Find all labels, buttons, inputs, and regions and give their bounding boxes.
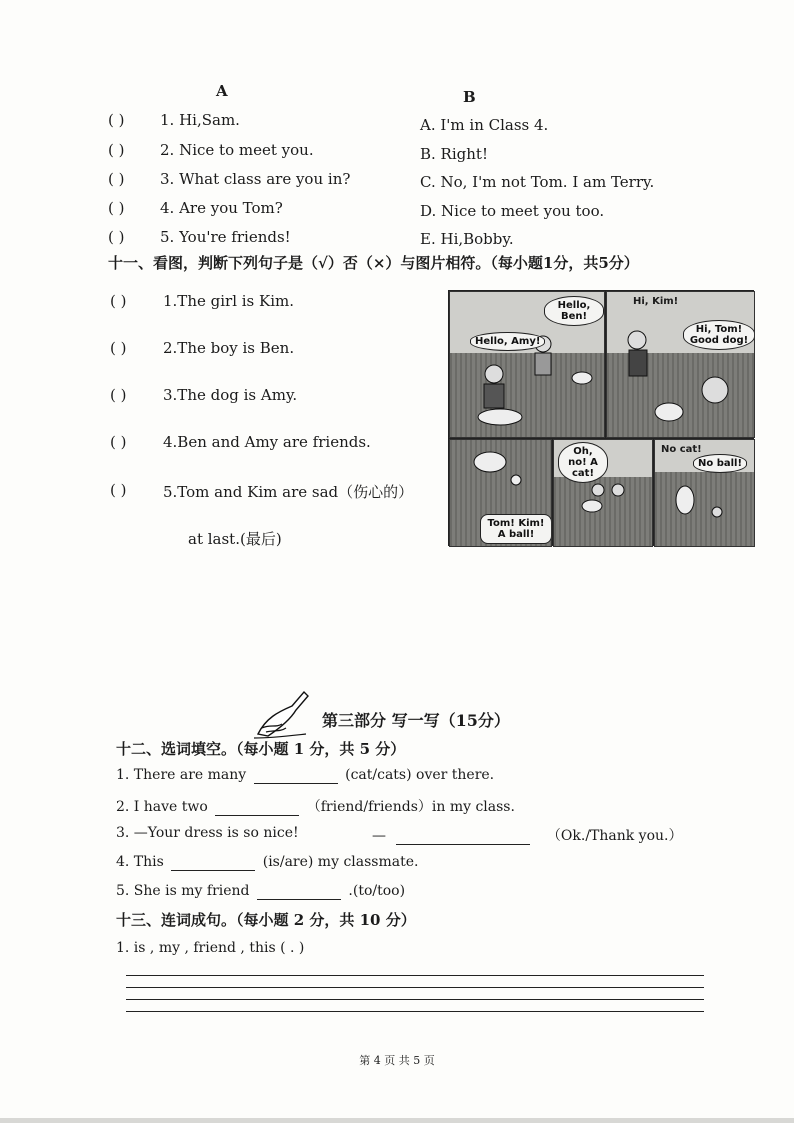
matching-question: 5. You're friends! [160,228,291,246]
comic-strip [448,290,754,546]
page-bottom-edge [0,1118,794,1123]
fill-blank[interactable] [171,854,255,871]
fill-item-options: （Ok./Thank you.） [546,828,683,844]
speech-bubble [693,454,747,473]
answer-blank[interactable]: ( ) [110,433,127,451]
fill-blank[interactable] [257,883,341,900]
fill-blank[interactable] [396,828,530,845]
answer-blank[interactable]: ( ) [110,386,127,404]
section-11-title: 十一、看图，判断下列句子是（√）否（×）与图片相符。（每小题1分，共5分） [108,254,639,272]
speech-text: Hello, Amy! [475,336,541,347]
matching-answer: C. No, I'm not Tom. I am Terry. [420,173,655,191]
matching-question: 1. Hi,Sam. [160,111,240,129]
judge-item: 4.Ben and Amy are friends. [163,433,371,451]
fill-item [116,767,494,784]
speech-bubble [544,296,604,326]
speech-text: Hi, Tom! Good dog! [689,324,749,346]
answer-blank[interactable]: ( ) [108,111,125,129]
judge-item: 5.Tom and Kim are sad（伤心的） [163,483,414,501]
judge-item: 1.The girl is Kim. [163,292,295,310]
matching-answer: E. Hi,Bobby. [420,230,514,248]
judge-item: 2.The boy is Ben. [163,339,295,357]
fill-item [116,883,405,900]
comic-panel-1 [449,291,605,438]
section-13-title: 十三、连词成句。（每小题 2 分，共 10 分） [116,911,416,929]
answer-blank[interactable]: ( ) [108,228,125,246]
judge-item: 3.The dog is Amy. [163,386,298,404]
speech-text: Oh, no! A cat! [568,446,598,479]
comic-panel-3 [449,439,552,547]
fill-blank[interactable] [254,767,338,784]
speech-bubble [683,320,755,350]
fill-item-text: 1. There are many [116,767,247,783]
matching-question: 2. Nice to meet you. [160,141,314,159]
speech-text: No cat! [661,444,702,455]
matching-question: 3. What class are you in? [160,170,351,188]
part-3-title: 第三部分 写一写（15分） [322,711,510,730]
fill-item-options: （friend/friends）in my class. [306,799,515,815]
speech-text: Tom! Kim! A ball! [487,518,545,540]
fill-blank[interactable] [215,799,299,816]
fill-item [116,825,299,841]
fill-item-text: 3. —Your dress is so nice! [116,825,299,841]
column-a-header: A [216,82,228,100]
fill-item-options: (is/are) my classmate. [262,854,419,870]
fill-item-text: 5. She is my friend [116,883,250,899]
answer-blank[interactable]: ( ) [110,339,127,357]
fill-item-text: 2. I have two [116,799,208,815]
judge-item-continuation: at last.(最后) [188,530,282,548]
comic-panel-5 [654,439,755,547]
section-12-title: 十二、选词填空。（每小题 1 分，共 5 分） [116,740,406,758]
matching-answer: B. Right! [420,145,488,163]
speech-text: No ball! [698,458,743,469]
column-b-header: B [463,88,476,106]
fill-item [116,854,418,871]
matching-answer: D. Nice to meet you too. [420,202,605,220]
answer-blank[interactable]: ( ) [108,170,125,188]
writing-hand-icon [252,688,310,740]
comic-panel-2 [606,291,755,438]
answer-blank[interactable]: ( ) [110,292,127,310]
matching-answer: A. I'm in Class 4. [420,116,549,134]
fill-item-options: .(to/too) [348,883,406,899]
boy-and-girl-with-dog-drawing [607,292,754,437]
speech-text: Hello, Ben! [557,300,591,322]
fill-item-reply [372,825,683,845]
page-number: 第 4 页 共 5 页 [359,1054,435,1067]
answer-blank[interactable]: ( ) [108,141,125,159]
sentence-item: 1. is , my , friend , this ( . ) [116,940,305,956]
dash: — [372,828,386,844]
speech-bubble [558,442,608,483]
speech-bubble [470,332,545,351]
answer-blank[interactable]: ( ) [110,481,127,499]
answer-blank[interactable]: ( ) [108,199,125,217]
matching-question: 4. Are you Tom? [160,199,283,217]
fill-item-options: (cat/cats) over there. [345,767,495,783]
speech-bubble [480,514,552,544]
fill-item [116,796,515,816]
speech-text: Hi, Kim! [633,296,679,307]
comic-panel-4 [553,439,653,547]
fill-item-text: 4. This [116,854,164,870]
